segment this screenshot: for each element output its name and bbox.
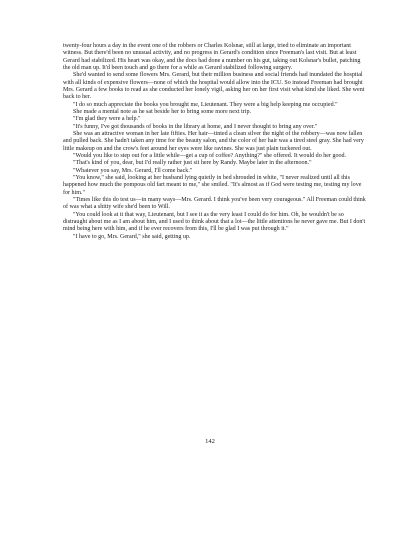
body-text [63,43,369,241]
paragraph: twenty-four hours a day in the event one of the robbers or Charles Kolsnar, still at large, tried to eliminate an important witness. But there'd been no unusual activity, and no progress in Gerard's condition since Freeman's last visit. But at least Gerard had stabilized. His heart was okay, and the docs had done a number on his gut, taking out Kolsnar's bullet, patching the old man up. It'd been touch and go there for a while as Gerard stabilized following surgery. [63,43,361,71]
paragraph: She made a mental note as he sat beside her to bring some more next trip. [73,108,251,115]
paragraph: She'd wanted to send some flowers Mrs. Gerard, but their million business and social friends had inundated the hospital with all kinds of expensive flowers—none of which the hospital would allow into the ICU. So instead Freeman had brought Mrs. Gerard a few books to read as she conducted her lonely vigil, asking her on her first visit what kind she liked. She went back to her. [63,72,365,101]
paragraph: "I do so much appreciate the books you brought me, Lieutenant. They were a big help keeping me occupied." [73,101,338,108]
paragraph: "I have to go, Mrs. Gerard," she said, getting up. [73,233,191,240]
paragraph: "I'm glad they were a help." [73,116,141,123]
paragraph: "You could look at it that way, Lieutenant, but I see it as the very least I could do for him. Oh, he wouldn't be so distraught about me as I am about him, and I used to think about that a lot—the little attentions he never gave me. But I don't mind being here with him, and if he ever recovers from this, I'll be glad I was put through it." [63,211,366,233]
paragraph: "Whatever you say, Mrs. Gerard, I'll come back." [73,167,193,174]
page-number: 142 [205,438,215,445]
paragraph: "Times like this do test us—in many ways—Mrs. Gerard. I think you've been very courageous." All Freeman could think of was what a shitty wife she'd been to Will. [63,196,366,211]
paragraph: "You know," she said, looking at her husband lying quietly in bed shrouded in white, "I never realized until all this happened how much the pompous old fart meant to me," she smiled. "It's almost as if God were testing me, testing my love for him." [63,174,362,196]
paragraph: "That's kind of you, dear, but I'd really rather just sit here by Randy. Maybe later in the afternoon." [73,160,312,167]
paragraph: She was an attractive woman in her late fifties. Her hair—tinted a clean silver the night of the robbery—was now fallen and pulled back. She hadn't taken any time for the beauty salon, and the color of her hair was a tired steel gray. She had very little makeup on and the crow's feet around her eyes were like ravines. She was just plain tuckered out. [63,130,364,152]
paragraph: "Would you like to step out for a little while—get a cup of coffee? Anything?" she offered. It would do her good. [73,152,347,159]
paragraph: "It's funny, I've got thousands of books in the library at home, and I never thought to bring any over." [73,123,318,130]
